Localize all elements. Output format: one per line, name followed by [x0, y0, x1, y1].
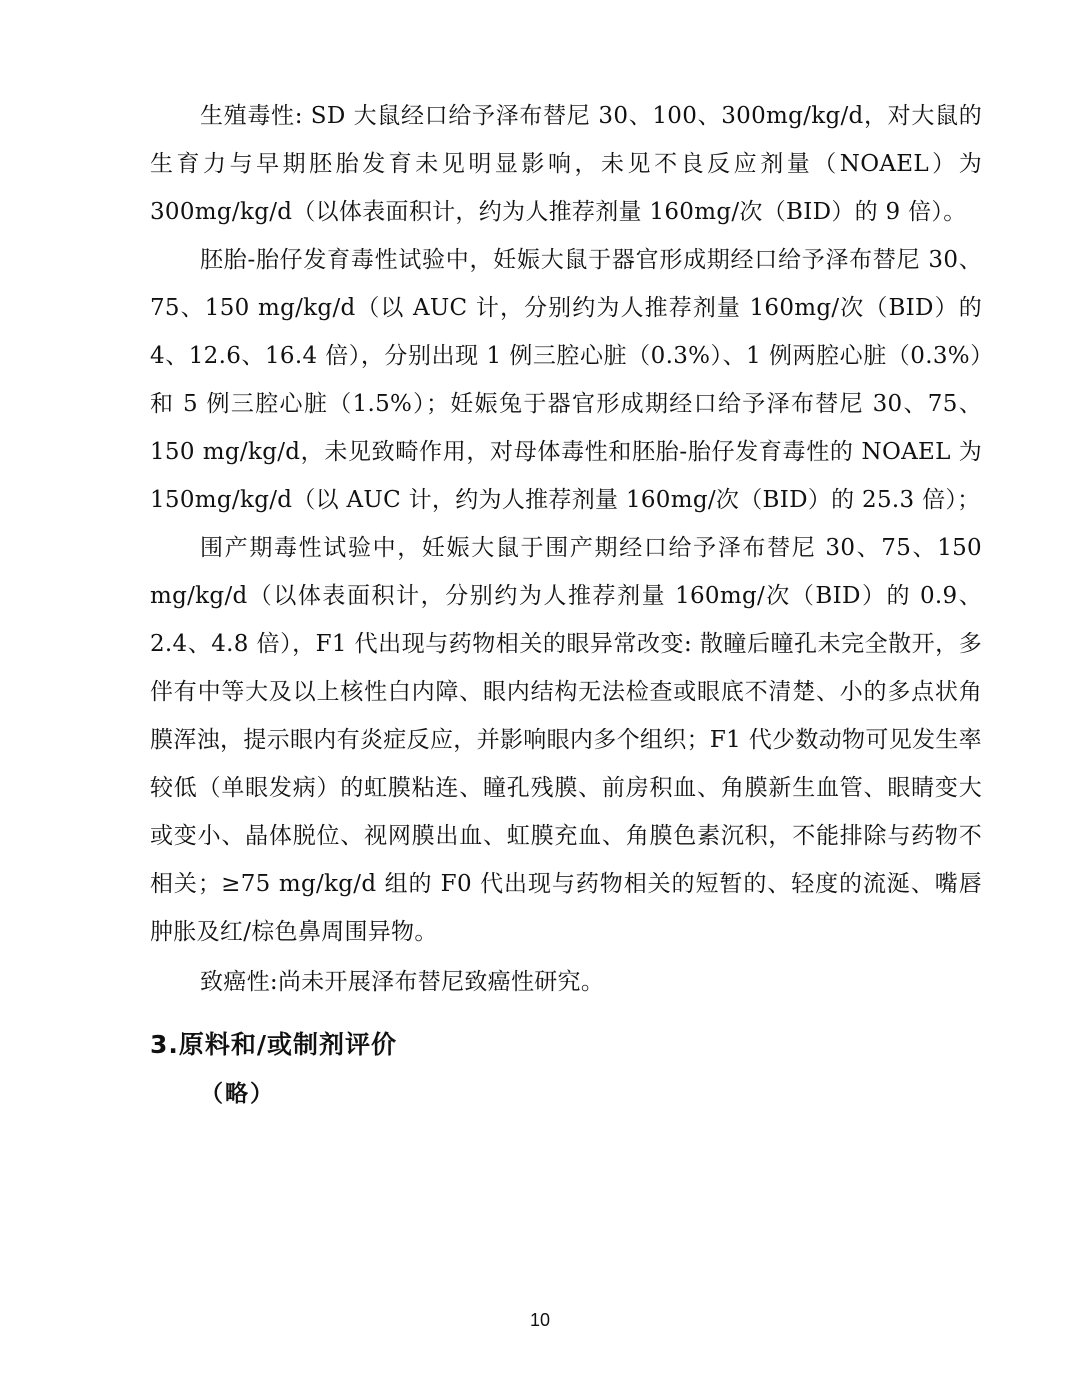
paragraph-reproductive-toxicity: 生殖毒性: SD 大鼠经口给予泽布替尼 30、100、300mg/kg/d，对大鼠的生育力与早期胚胎发育未见明显影响，未见不良反应剂量（NOAEL）为 300mg/kg/d（以体表面积计，约为人推荐剂量 160mg/次（BID）的 9 倍）。 — [150, 103, 982, 225]
page-number: 10 — [529, 1310, 551, 1330]
paragraph-carcinogenicity: 致癌性:尚未开展泽布替尼致癌性研究。 — [200, 969, 605, 995]
paragraph-perinatal-toxicity: 围产期毒性试验中，妊娠大鼠于围产期经口给予泽布替尼 30、75、150 mg/kg/d（以体表面积计，分别约为人推荐剂量 160mg/次（BID）的 0.9、2.4、4.8 倍），F1 代出现与药物相关的眼异常改变: 散瞳后瞳孔未完全散开，多伴有中等大及以上核性白内障、眼内结构无法检查或眼底不清楚、小的多点状角膜浑浊，提示眼内有炎症反应，并影响眼内多个组织；F1 代少数动物可见发生率较低（单眼发病）的虹膜粘连、瞳孔残膜、前房积血、角膜新生血管、眼睛变大或变小、晶体脱位、视网膜出血、虹膜充血、角膜色素沉积，不能排除与药物不相关；≥75 mg/kg/d 组的 F0 代出现与药物相关的短暂的、轻度的流涎、嘴唇肿胀及红/棕色鼻周围异物。 — [150, 535, 982, 945]
section-heading: 3.原料和/或制剂评价 — [150, 1030, 398, 1059]
paragraph-embryo-fetal-toxicity: 胚胎-胎仔发育毒性试验中，妊娠大鼠于器官形成期经口给予泽布替尼 30、75、150 mg/kg/d（以 AUC 计，分别约为人推荐剂量 160mg/次（BID）的 4、12.6、16.4 倍），分别出现 1 例三腔心脏（0.3%）、1 例两腔心脏（0.3%）和 5 例三腔心脏（1.5%）；妊娠兔于器官形成期经口给予泽布替尼 30、75、150 mg/kg/d，未见致畸作用，对母体毒性和胚胎-胎仔发育毒性的 NOAEL 为 150mg/kg/d（以 AUC 计，约为人推荐剂量 160mg/次（BID）的 25.3 倍）； — [150, 247, 983, 513]
section-note: （略） — [200, 1081, 275, 1107]
